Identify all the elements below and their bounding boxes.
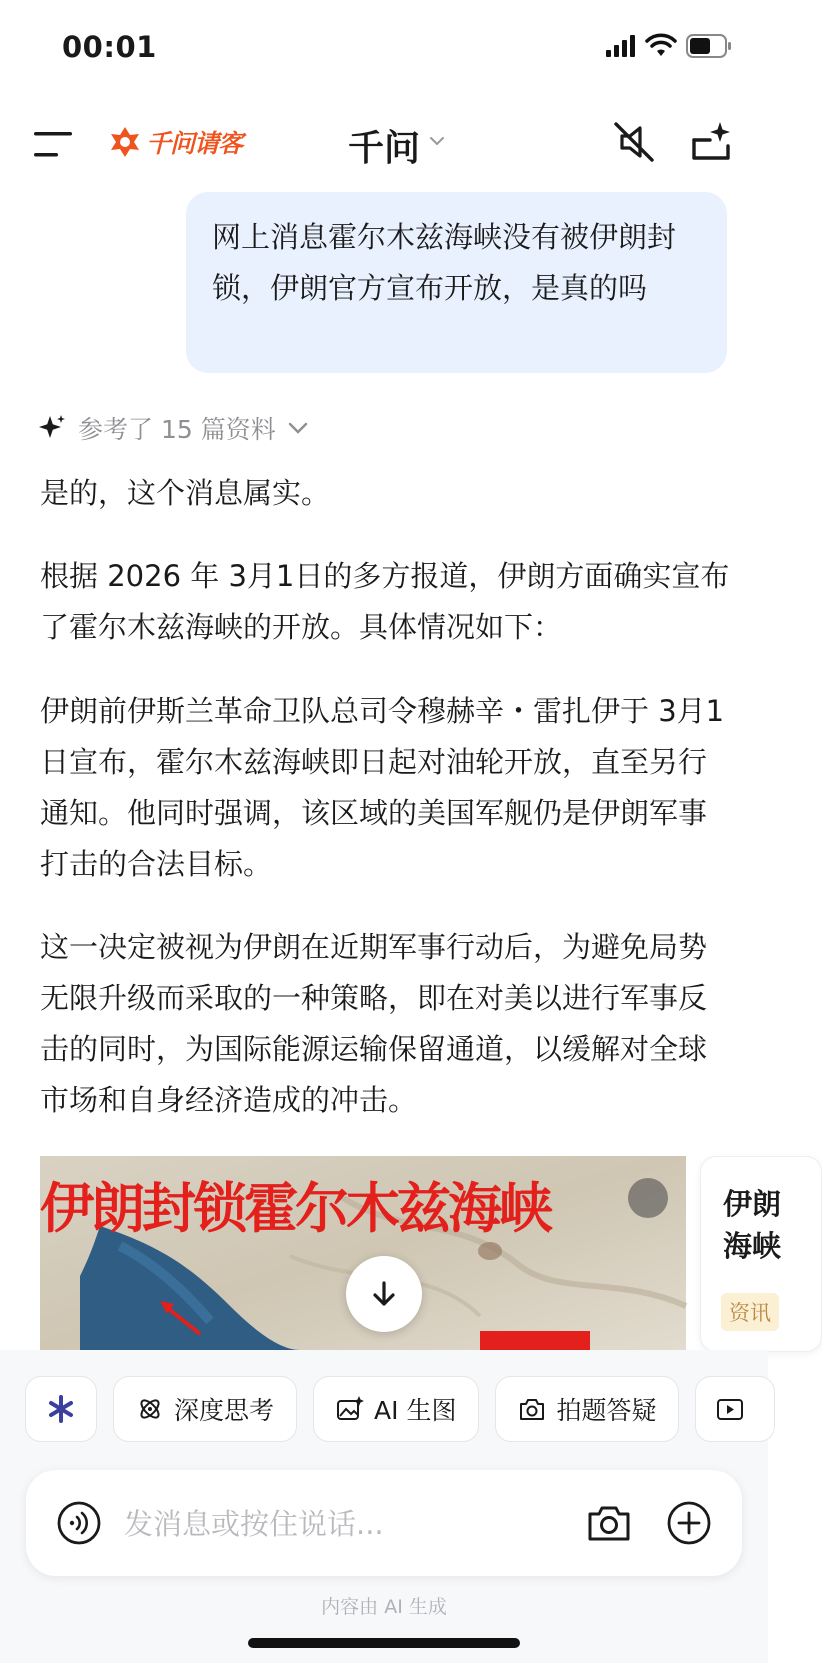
message-input[interactable]: [122, 1498, 566, 1550]
image-generate-icon: [336, 1395, 364, 1423]
chip-label: AI 生图: [374, 1396, 457, 1425]
video-icon: [716, 1395, 744, 1423]
status-bar: [0, 0, 768, 100]
new-chat-sparkle-icon[interactable]: [686, 116, 736, 166]
sparkle-icon: [38, 414, 66, 442]
answer-paragraph: 是的，这个消息属实。: [40, 476, 331, 510]
status-time: 00:01: [62, 30, 157, 64]
promo-brand[interactable]: [108, 122, 242, 162]
brand-logo-icon: [108, 125, 142, 159]
home-indicator: [248, 1638, 520, 1648]
mode-switch-button[interactable]: [25, 1376, 97, 1442]
references-label: 参考了 15 篇资料: [78, 415, 276, 444]
asterisk-logo-icon: [46, 1394, 76, 1424]
answer-paragraph: 这一决定被视为伊朗在近期军事行动后，为避免局势无限升级而采取的一种策略，即在对美以进行军事反击的同时，为国际能源运输保留通道，以缓解对全球市场和自身经济造成的冲击。: [40, 930, 708, 1117]
play-icon[interactable]: [628, 1178, 668, 1218]
user-message-bubble[interactable]: 网上消息霍尔木兹海峡没有被伊朗封锁，伊朗官方宣布开放，是真的吗: [186, 192, 727, 373]
brand-text: 千问请客: [146, 129, 243, 158]
page-title[interactable]: 千问: [348, 128, 421, 169]
chip-label: 深度思考: [174, 1396, 275, 1425]
composer-panel: [0, 1350, 768, 1663]
references-toggle[interactable]: [38, 410, 308, 446]
wifi-icon: [646, 35, 676, 57]
photo-question-button[interactable]: [495, 1376, 679, 1442]
news-card[interactable]: [700, 1156, 822, 1352]
chevron-down-icon: [288, 422, 308, 434]
atom-icon: [136, 1395, 164, 1423]
menu-icon[interactable]: [34, 126, 74, 162]
message-composer: [26, 1470, 742, 1576]
signal-icon: [606, 35, 636, 57]
ai-image-button[interactable]: [313, 1376, 479, 1442]
ai-disclaimer: 内容由 AI 生成: [321, 1596, 447, 1618]
voice-wave-icon[interactable]: [56, 1500, 102, 1546]
answer-paragraph: 根据 2026 年 3月1日的多方报道，伊朗方面确实宣布了霍尔木兹海峡的开放。具体情况如下：: [40, 559, 730, 644]
more-tools-button[interactable]: [695, 1376, 775, 1442]
app-header: [0, 100, 768, 190]
video-headline: 伊朗封锁霍尔木兹海峡: [40, 1176, 550, 1240]
scroll-to-bottom-button[interactable]: [346, 1256, 422, 1332]
news-card-tag: 资讯: [721, 1293, 779, 1331]
chevron-down-icon[interactable]: [430, 136, 444, 146]
news-card-title: 伊朗 海峡: [723, 1187, 782, 1263]
chip-label: 拍题答疑: [556, 1396, 657, 1425]
camera-icon[interactable]: [586, 1500, 632, 1546]
camera-icon: [518, 1395, 546, 1423]
status-icons: [606, 34, 732, 58]
answer-paragraph: 伊朗前伊斯兰革命卫队总司令穆赫辛・雷扎伊于 3月1日宣布，霍尔木兹海峡即日起对油轮开放，直至另行通知。他同时强调，该区域的美国军舰仍是伊朗军事打击的合法目标。: [40, 694, 725, 881]
speaker-mute-icon[interactable]: [610, 118, 658, 166]
tool-chips: [25, 1376, 775, 1442]
battery-icon: [686, 34, 732, 58]
arrow-down-icon: [369, 1279, 399, 1309]
plus-circle-icon[interactable]: [666, 1500, 712, 1546]
deep-think-button[interactable]: [113, 1376, 297, 1442]
